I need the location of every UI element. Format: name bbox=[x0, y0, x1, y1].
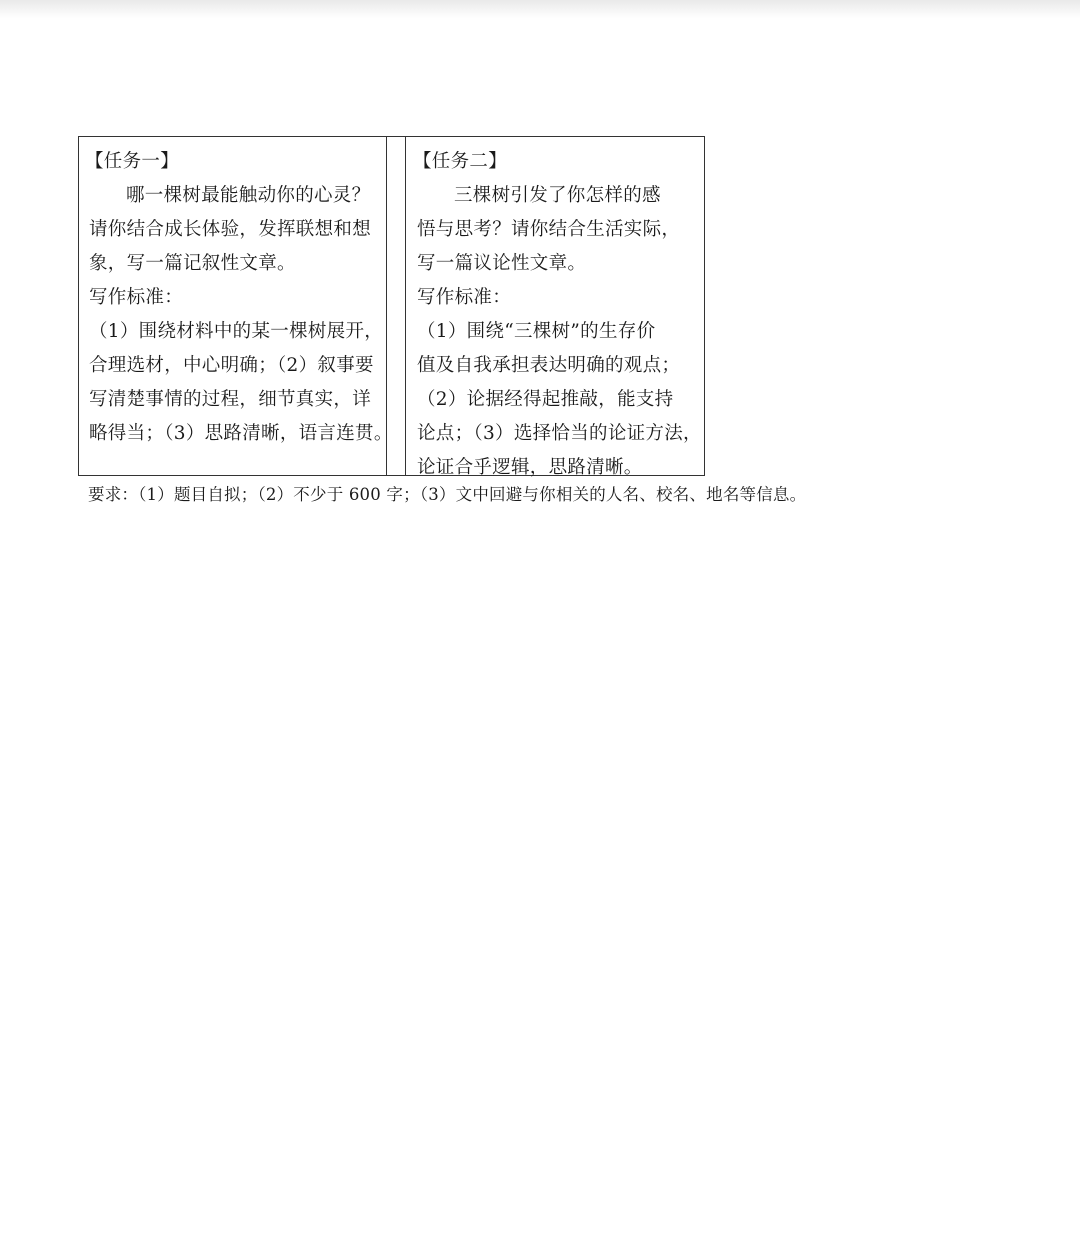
task-two-criteria-label: 写作标准： bbox=[417, 287, 512, 308]
task-one-line: 合理选材，中心明确；（2）叙事要 bbox=[89, 355, 374, 376]
task-one-heading: 【任务一】 bbox=[85, 151, 180, 172]
task-two-line: 写一篇议论性文章。 bbox=[417, 253, 587, 274]
task-two-line: （2）论据经得起推敲，能支持 bbox=[417, 389, 674, 410]
task-two-line: 悟与思考？请你结合生活实际， bbox=[417, 219, 681, 240]
task-one-line: 象，写一篇记叙性文章。 bbox=[89, 253, 296, 274]
task-two-line: 论证合乎逻辑，思路清晰。 bbox=[417, 457, 643, 478]
task-two-line: （1）围绕“三棵树”的生存价 bbox=[417, 321, 656, 342]
task-one-criteria-label: 写作标准： bbox=[89, 287, 184, 308]
top-shadow bbox=[0, 0, 1080, 18]
empty-middle-cell bbox=[387, 137, 406, 475]
task-two-line: 论点；（3）选择恰当的论证方法， bbox=[417, 423, 702, 444]
task-two-heading: 【任务二】 bbox=[413, 151, 508, 172]
task-one-cell bbox=[79, 137, 393, 475]
task-one-line: 请你结合成长体验，发挥联想和想 bbox=[89, 219, 372, 240]
task-table bbox=[78, 136, 705, 476]
task-two-cell bbox=[406, 137, 710, 478]
task-one-line: 哪一棵树最能触动你的心灵？ bbox=[126, 185, 371, 206]
task-two-line: 三棵树引发了你怎样的感 bbox=[454, 185, 661, 206]
task-one-line: （1）围绕材料中的某一棵树展开， bbox=[89, 321, 384, 342]
task-one-line: 略得当；（3）思路清晰，语言连贯。 bbox=[89, 423, 393, 444]
writing-requirement: 要求：（1）题目自拟；（2）不少于 600 字；（3）文中回避与你相关的人名、校名、地名等信息。 bbox=[88, 485, 807, 504]
task-two-line: 值及自我承担表达明确的观点； bbox=[417, 355, 681, 376]
task-one-line: 写清楚事情的过程，细节真实，详 bbox=[89, 389, 372, 410]
